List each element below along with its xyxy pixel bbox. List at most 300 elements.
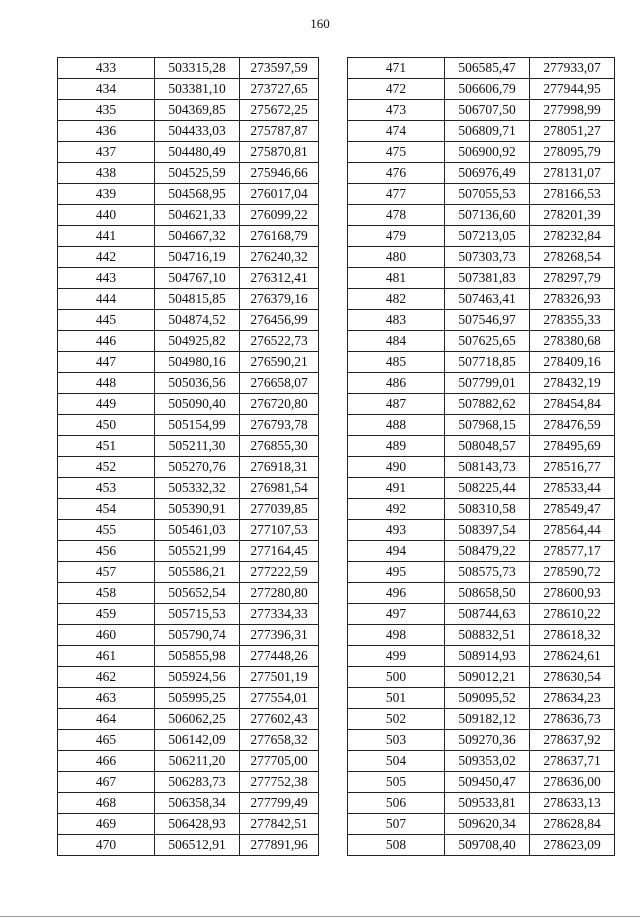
y-coordinate-cell: 275946,66 [240, 163, 319, 184]
y-coordinate-cell: 277501,19 [240, 667, 319, 688]
point-number-cell: 496 [348, 583, 445, 604]
y-coordinate-cell: 278355,33 [530, 310, 615, 331]
point-number-cell: 468 [58, 793, 155, 814]
y-coordinate-cell: 276312,41 [240, 268, 319, 289]
y-coordinate-cell: 277891,96 [240, 835, 319, 856]
y-coordinate-cell: 277164,45 [240, 541, 319, 562]
point-number-cell: 434 [58, 79, 155, 100]
x-coordinate-cell: 506428,93 [155, 814, 240, 835]
x-coordinate-cell: 507799,01 [445, 373, 530, 394]
table-row [348, 121, 615, 142]
y-coordinate-cell: 278636,00 [530, 772, 615, 793]
x-coordinate-cell: 509353,02 [445, 751, 530, 772]
x-coordinate-cell: 507718,85 [445, 352, 530, 373]
x-coordinate-cell: 508225,44 [445, 478, 530, 499]
y-coordinate-cell: 278454,84 [530, 394, 615, 415]
point-number-cell: 478 [348, 205, 445, 226]
y-coordinate-cell: 277752,38 [240, 772, 319, 793]
x-coordinate-cell: 505924,56 [155, 667, 240, 688]
y-coordinate-cell: 277658,32 [240, 730, 319, 751]
point-number-cell: 494 [348, 541, 445, 562]
coordinates-table-left [57, 57, 319, 856]
table-row [58, 331, 319, 352]
table-row [348, 436, 615, 457]
y-coordinate-cell: 276099,22 [240, 205, 319, 226]
table-row [58, 835, 319, 856]
point-number-cell: 470 [58, 835, 155, 856]
point-number-cell: 483 [348, 310, 445, 331]
x-coordinate-cell: 507546,97 [445, 310, 530, 331]
x-coordinate-cell: 508914,93 [445, 646, 530, 667]
x-coordinate-cell: 507213,05 [445, 226, 530, 247]
x-coordinate-cell: 505211,30 [155, 436, 240, 457]
y-coordinate-cell: 278600,93 [530, 583, 615, 604]
table-row [348, 142, 615, 163]
table-row [58, 268, 319, 289]
table-row [348, 205, 615, 226]
y-coordinate-cell: 278495,69 [530, 436, 615, 457]
y-coordinate-cell: 278476,59 [530, 415, 615, 436]
table-row [348, 730, 615, 751]
y-coordinate-cell: 277998,99 [530, 100, 615, 121]
x-coordinate-cell: 506606,79 [445, 79, 530, 100]
point-number-cell: 476 [348, 163, 445, 184]
table-row [348, 646, 615, 667]
point-number-cell: 495 [348, 562, 445, 583]
point-number-cell: 498 [348, 625, 445, 646]
y-coordinate-cell: 277396,31 [240, 625, 319, 646]
point-number-cell: 508 [348, 835, 445, 856]
point-number-cell: 501 [348, 688, 445, 709]
x-coordinate-cell: 507463,41 [445, 289, 530, 310]
x-coordinate-cell: 505790,74 [155, 625, 240, 646]
table-row [348, 58, 615, 79]
x-coordinate-cell: 506809,71 [445, 121, 530, 142]
table-row [348, 310, 615, 331]
table-row [348, 814, 615, 835]
point-number-cell: 504 [348, 751, 445, 772]
x-coordinate-cell: 508479,22 [445, 541, 530, 562]
y-coordinate-cell: 276590,21 [240, 352, 319, 373]
point-number-cell: 505 [348, 772, 445, 793]
y-coordinate-cell: 278637,92 [530, 730, 615, 751]
point-number-cell: 485 [348, 352, 445, 373]
point-number-cell: 437 [58, 142, 155, 163]
x-coordinate-cell: 508744,63 [445, 604, 530, 625]
x-coordinate-cell: 504767,10 [155, 268, 240, 289]
table-row [348, 625, 615, 646]
table-row [58, 100, 319, 121]
point-number-cell: 507 [348, 814, 445, 835]
table-row [348, 79, 615, 100]
x-coordinate-cell: 505332,32 [155, 478, 240, 499]
x-coordinate-cell: 509270,36 [445, 730, 530, 751]
x-coordinate-cell: 505586,21 [155, 562, 240, 583]
x-coordinate-cell: 504369,85 [155, 100, 240, 121]
y-coordinate-cell: 278628,84 [530, 814, 615, 835]
point-number-cell: 506 [348, 793, 445, 814]
table-row [348, 583, 615, 604]
x-coordinate-cell: 506900,92 [445, 142, 530, 163]
point-number-cell: 451 [58, 436, 155, 457]
table-row [58, 625, 319, 646]
x-coordinate-cell: 505652,54 [155, 583, 240, 604]
point-number-cell: 444 [58, 289, 155, 310]
table-row [58, 310, 319, 331]
y-coordinate-cell: 278232,84 [530, 226, 615, 247]
y-coordinate-cell: 278634,23 [530, 688, 615, 709]
point-number-cell: 447 [58, 352, 155, 373]
point-number-cell: 464 [58, 709, 155, 730]
y-coordinate-cell: 276981,54 [240, 478, 319, 499]
table-row [58, 394, 319, 415]
y-coordinate-cell: 278326,93 [530, 289, 615, 310]
point-number-cell: 492 [348, 499, 445, 520]
table-row [348, 499, 615, 520]
point-number-cell: 460 [58, 625, 155, 646]
x-coordinate-cell: 503381,10 [155, 79, 240, 100]
y-coordinate-cell: 276522,73 [240, 331, 319, 352]
y-coordinate-cell: 278516,77 [530, 457, 615, 478]
point-number-cell: 439 [58, 184, 155, 205]
y-coordinate-cell: 278131,07 [530, 163, 615, 184]
table-row [58, 583, 319, 604]
y-coordinate-cell: 277448,26 [240, 646, 319, 667]
point-number-cell: 433 [58, 58, 155, 79]
y-coordinate-cell: 278549,47 [530, 499, 615, 520]
table-row [348, 373, 615, 394]
x-coordinate-cell: 507625,65 [445, 331, 530, 352]
point-number-cell: 486 [348, 373, 445, 394]
point-number-cell: 461 [58, 646, 155, 667]
y-coordinate-cell: 278095,79 [530, 142, 615, 163]
table-row [348, 562, 615, 583]
point-number-cell: 493 [348, 520, 445, 541]
table-row [348, 415, 615, 436]
table-row [348, 772, 615, 793]
x-coordinate-cell: 507303,73 [445, 247, 530, 268]
x-coordinate-cell: 505715,53 [155, 604, 240, 625]
y-coordinate-cell: 275870,81 [240, 142, 319, 163]
x-coordinate-cell: 504525,59 [155, 163, 240, 184]
table-row [348, 751, 615, 772]
y-coordinate-cell: 278633,13 [530, 793, 615, 814]
x-coordinate-cell: 509182,12 [445, 709, 530, 730]
y-coordinate-cell: 276168,79 [240, 226, 319, 247]
y-coordinate-cell: 273727,65 [240, 79, 319, 100]
table-row [348, 331, 615, 352]
y-coordinate-cell: 277554,01 [240, 688, 319, 709]
y-coordinate-cell: 277799,49 [240, 793, 319, 814]
x-coordinate-cell: 505521,99 [155, 541, 240, 562]
x-coordinate-cell: 506358,34 [155, 793, 240, 814]
point-number-cell: 463 [58, 688, 155, 709]
table-row [58, 247, 319, 268]
y-coordinate-cell: 278380,68 [530, 331, 615, 352]
y-coordinate-cell: 278590,72 [530, 562, 615, 583]
y-coordinate-cell: 278533,44 [530, 478, 615, 499]
x-coordinate-cell: 507381,83 [445, 268, 530, 289]
x-coordinate-cell: 504667,32 [155, 226, 240, 247]
x-coordinate-cell: 505855,98 [155, 646, 240, 667]
x-coordinate-cell: 508658,50 [445, 583, 530, 604]
point-number-cell: 455 [58, 520, 155, 541]
x-coordinate-cell: 504980,16 [155, 352, 240, 373]
y-coordinate-cell: 277842,51 [240, 814, 319, 835]
table-row [58, 352, 319, 373]
table-row [58, 457, 319, 478]
point-number-cell: 491 [348, 478, 445, 499]
table-row [348, 268, 615, 289]
table-row [58, 667, 319, 688]
table-row [58, 793, 319, 814]
table-row [58, 520, 319, 541]
y-coordinate-cell: 278432,19 [530, 373, 615, 394]
y-coordinate-cell: 276855,30 [240, 436, 319, 457]
table-row [58, 58, 319, 79]
x-coordinate-cell: 509533,81 [445, 793, 530, 814]
y-coordinate-cell: 278166,53 [530, 184, 615, 205]
table-row [58, 436, 319, 457]
y-coordinate-cell: 277039,85 [240, 499, 319, 520]
table-row [58, 79, 319, 100]
table-row [58, 646, 319, 667]
point-number-cell: 445 [58, 310, 155, 331]
x-coordinate-cell: 506976,49 [445, 163, 530, 184]
y-coordinate-cell: 277944,95 [530, 79, 615, 100]
y-coordinate-cell: 277334,33 [240, 604, 319, 625]
x-coordinate-cell: 505390,91 [155, 499, 240, 520]
point-number-cell: 500 [348, 667, 445, 688]
point-number-cell: 440 [58, 205, 155, 226]
table-row [58, 163, 319, 184]
table-row [58, 205, 319, 226]
table-row [58, 541, 319, 562]
y-coordinate-cell: 278564,44 [530, 520, 615, 541]
x-coordinate-cell: 507882,62 [445, 394, 530, 415]
y-coordinate-cell: 276240,32 [240, 247, 319, 268]
x-coordinate-cell: 505461,03 [155, 520, 240, 541]
table-row [348, 793, 615, 814]
y-coordinate-cell: 278610,22 [530, 604, 615, 625]
x-coordinate-cell: 503315,28 [155, 58, 240, 79]
table-row [58, 373, 319, 394]
table-row [58, 478, 319, 499]
x-coordinate-cell: 504433,03 [155, 121, 240, 142]
x-coordinate-cell: 509095,52 [445, 688, 530, 709]
x-coordinate-cell: 504621,33 [155, 205, 240, 226]
point-number-cell: 503 [348, 730, 445, 751]
y-coordinate-cell: 278618,32 [530, 625, 615, 646]
y-coordinate-cell: 277933,07 [530, 58, 615, 79]
x-coordinate-cell: 509708,40 [445, 835, 530, 856]
point-number-cell: 482 [348, 289, 445, 310]
y-coordinate-cell: 278051,27 [530, 121, 615, 142]
point-number-cell: 490 [348, 457, 445, 478]
table-row [348, 457, 615, 478]
point-number-cell: 465 [58, 730, 155, 751]
point-number-cell: 480 [348, 247, 445, 268]
x-coordinate-cell: 506062,25 [155, 709, 240, 730]
point-number-cell: 499 [348, 646, 445, 667]
table-row [58, 814, 319, 835]
y-coordinate-cell: 278636,73 [530, 709, 615, 730]
point-number-cell: 474 [348, 121, 445, 142]
table-row [348, 604, 615, 625]
point-number-cell: 436 [58, 121, 155, 142]
table-row [348, 709, 615, 730]
x-coordinate-cell: 506283,73 [155, 772, 240, 793]
table-row [348, 226, 615, 247]
table-row [348, 520, 615, 541]
table-row [348, 478, 615, 499]
point-number-cell: 502 [348, 709, 445, 730]
table-row [348, 394, 615, 415]
y-coordinate-cell: 276017,04 [240, 184, 319, 205]
y-coordinate-cell: 278201,39 [530, 205, 615, 226]
point-number-cell: 438 [58, 163, 155, 184]
x-coordinate-cell: 508575,73 [445, 562, 530, 583]
x-coordinate-cell: 504480,49 [155, 142, 240, 163]
point-number-cell: 442 [58, 247, 155, 268]
x-coordinate-cell: 509012,21 [445, 667, 530, 688]
point-number-cell: 472 [348, 79, 445, 100]
x-coordinate-cell: 508310,58 [445, 499, 530, 520]
table-row [58, 709, 319, 730]
point-number-cell: 458 [58, 583, 155, 604]
table-row [348, 247, 615, 268]
x-coordinate-cell: 504568,95 [155, 184, 240, 205]
point-number-cell: 456 [58, 541, 155, 562]
point-number-cell: 487 [348, 394, 445, 415]
x-coordinate-cell: 507968,15 [445, 415, 530, 436]
table-row [58, 688, 319, 709]
x-coordinate-cell: 507055,53 [445, 184, 530, 205]
x-coordinate-cell: 506512,91 [155, 835, 240, 856]
x-coordinate-cell: 504716,19 [155, 247, 240, 268]
x-coordinate-cell: 506707,50 [445, 100, 530, 121]
x-coordinate-cell: 508048,57 [445, 436, 530, 457]
y-coordinate-cell: 275672,25 [240, 100, 319, 121]
point-number-cell: 481 [348, 268, 445, 289]
point-number-cell: 452 [58, 457, 155, 478]
point-number-cell: 453 [58, 478, 155, 499]
point-number-cell: 441 [58, 226, 155, 247]
table-row [58, 604, 319, 625]
y-coordinate-cell: 278268,54 [530, 247, 615, 268]
y-coordinate-cell: 275787,87 [240, 121, 319, 142]
point-number-cell: 462 [58, 667, 155, 688]
table-row [58, 121, 319, 142]
table-row [58, 226, 319, 247]
table-row [348, 667, 615, 688]
x-coordinate-cell: 505036,56 [155, 373, 240, 394]
x-coordinate-cell: 505090,40 [155, 394, 240, 415]
y-coordinate-cell: 277602,43 [240, 709, 319, 730]
point-number-cell: 497 [348, 604, 445, 625]
x-coordinate-cell: 504874,52 [155, 310, 240, 331]
y-coordinate-cell: 276658,07 [240, 373, 319, 394]
y-coordinate-cell: 276918,31 [240, 457, 319, 478]
y-coordinate-cell: 276793,78 [240, 415, 319, 436]
table-row [348, 352, 615, 373]
table-row [58, 289, 319, 310]
table-row [58, 499, 319, 520]
point-number-cell: 443 [58, 268, 155, 289]
y-coordinate-cell: 273597,59 [240, 58, 319, 79]
y-coordinate-cell: 276720,80 [240, 394, 319, 415]
y-coordinate-cell: 278623,09 [530, 835, 615, 856]
point-number-cell: 435 [58, 100, 155, 121]
x-coordinate-cell: 506585,47 [445, 58, 530, 79]
x-coordinate-cell: 508143,73 [445, 457, 530, 478]
bottom-rule [0, 916, 640, 917]
point-number-cell: 448 [58, 373, 155, 394]
y-coordinate-cell: 278624,61 [530, 646, 615, 667]
x-coordinate-cell: 505154,99 [155, 415, 240, 436]
y-coordinate-cell: 278637,71 [530, 751, 615, 772]
table-row [348, 163, 615, 184]
x-coordinate-cell: 505270,76 [155, 457, 240, 478]
x-coordinate-cell: 504815,85 [155, 289, 240, 310]
table-row [348, 688, 615, 709]
point-number-cell: 450 [58, 415, 155, 436]
y-coordinate-cell: 278630,54 [530, 667, 615, 688]
table-row [348, 100, 615, 121]
point-number-cell: 466 [58, 751, 155, 772]
y-coordinate-cell: 278577,17 [530, 541, 615, 562]
y-coordinate-cell: 276379,16 [240, 289, 319, 310]
y-coordinate-cell: 277222,59 [240, 562, 319, 583]
point-number-cell: 475 [348, 142, 445, 163]
table-row [58, 415, 319, 436]
point-number-cell: 469 [58, 814, 155, 835]
y-coordinate-cell: 276456,99 [240, 310, 319, 331]
coordinates-table-right [347, 57, 615, 856]
y-coordinate-cell: 277280,80 [240, 583, 319, 604]
table-row [348, 541, 615, 562]
table-row [58, 142, 319, 163]
point-number-cell: 454 [58, 499, 155, 520]
table-row [58, 184, 319, 205]
x-coordinate-cell: 505995,25 [155, 688, 240, 709]
point-number-cell: 449 [58, 394, 155, 415]
x-coordinate-cell: 508832,51 [445, 625, 530, 646]
point-number-cell: 489 [348, 436, 445, 457]
point-number-cell: 471 [348, 58, 445, 79]
y-coordinate-cell: 277705,00 [240, 751, 319, 772]
table-row [348, 184, 615, 205]
x-coordinate-cell: 506211,20 [155, 751, 240, 772]
y-coordinate-cell: 277107,53 [240, 520, 319, 541]
table-row [348, 835, 615, 856]
point-number-cell: 479 [348, 226, 445, 247]
page-number: 160 [310, 16, 330, 31]
point-number-cell: 473 [348, 100, 445, 121]
table-row [58, 772, 319, 793]
point-number-cell: 484 [348, 331, 445, 352]
table-row [58, 751, 319, 772]
point-number-cell: 446 [58, 331, 155, 352]
point-number-cell: 459 [58, 604, 155, 625]
x-coordinate-cell: 506142,09 [155, 730, 240, 751]
x-coordinate-cell: 509620,34 [445, 814, 530, 835]
y-coordinate-cell: 278297,79 [530, 268, 615, 289]
table-row [58, 562, 319, 583]
x-coordinate-cell: 509450,47 [445, 772, 530, 793]
table-row [58, 730, 319, 751]
point-number-cell: 488 [348, 415, 445, 436]
